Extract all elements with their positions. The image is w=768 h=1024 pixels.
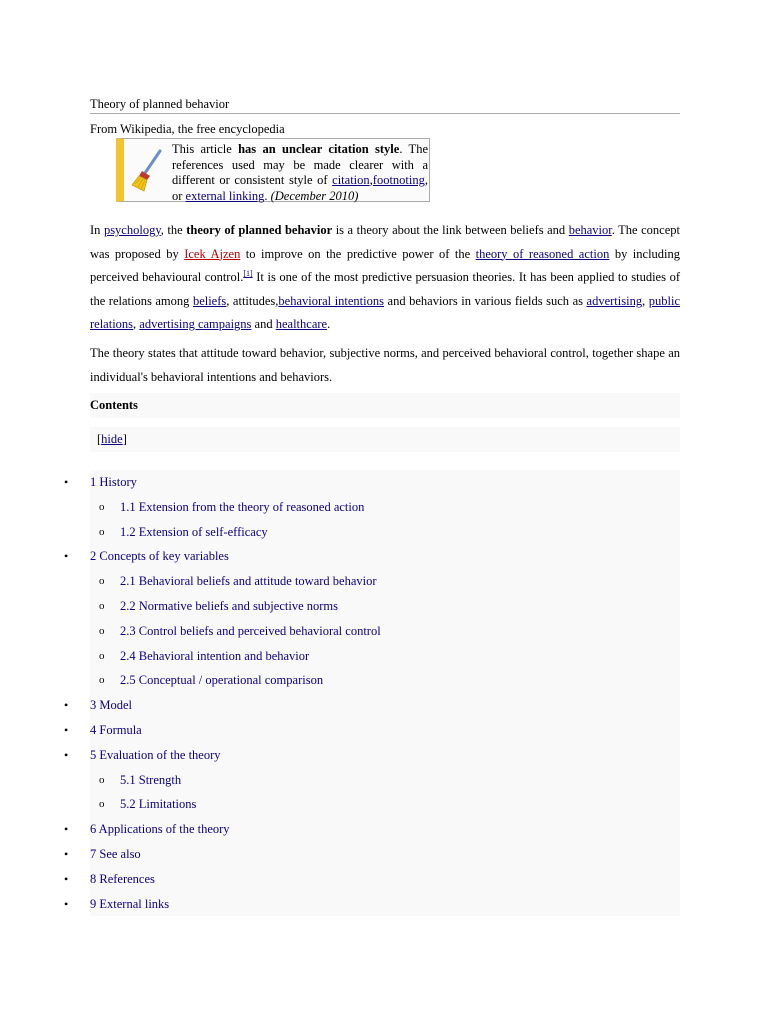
- toc-item: [0, 842, 768, 867]
- toc-item-link[interactable]: 5.1 Strength: [120, 772, 182, 787]
- toc-item-link[interactable]: 3 Model: [90, 698, 133, 713]
- toc-item: [0, 693, 768, 718]
- toc-item-link[interactable]: 5 Evaluation of the theory: [90, 747, 221, 762]
- toc-item-link[interactable]: 2.5 Conceptual / operational comparison: [120, 673, 324, 688]
- sub-bullet-icon: o: [99, 525, 105, 538]
- behavior-link[interactable]: behavior: [568, 223, 612, 237]
- toc-item: [0, 544, 768, 569]
- toc-item: [0, 495, 768, 520]
- advertising-link[interactable]: advertising: [586, 293, 643, 308]
- bullet-icon: •: [64, 722, 69, 737]
- toc-item: [0, 817, 768, 842]
- intro-text: and: [251, 317, 276, 331]
- page-subtitle: From Wikipedia, the free encyclopedia: [90, 122, 285, 136]
- public-relations-link[interactable]: public relations: [90, 293, 680, 331]
- toc-item: [0, 768, 768, 793]
- intro-text: ,: [133, 317, 140, 331]
- toc-item-link[interactable]: 1.2 Extension of self-efficacy: [120, 524, 268, 539]
- bullet-icon: •: [64, 822, 69, 837]
- intro-paragraph: [90, 219, 680, 337]
- toc-item-link[interactable]: 2.1 Behavioral beliefs and attitude toward behavior: [120, 574, 377, 589]
- intro-term: theory of planned behavior: [186, 223, 333, 237]
- toc-item: [0, 569, 768, 594]
- toc-item: [0, 644, 768, 669]
- sub-bullet-icon: o: [99, 575, 105, 588]
- notice-bold: has an unclear citation style: [238, 142, 400, 156]
- notice-text-1: This article: [172, 142, 239, 156]
- toc-item: [0, 668, 768, 693]
- toc-item-link[interactable]: 2.4 Behavioral intention and behavior: [120, 648, 310, 663]
- toc-item-link[interactable]: 1.1 Extension from the theory of reasoned action: [120, 499, 365, 514]
- sub-bullet-icon: o: [99, 649, 105, 662]
- citation-link[interactable]: citation: [332, 173, 370, 187]
- intro-text: and behaviors in various fields such as: [384, 293, 587, 308]
- toc-item: [0, 867, 768, 892]
- sub-bullet-icon: o: [99, 500, 105, 513]
- intro-text: It is one of the most predictive persuasion theories. It has been applied to studies of the relations among: [90, 270, 680, 308]
- toc-item: [0, 743, 768, 768]
- bullet-icon: •: [64, 747, 69, 762]
- intro-text: . The concept was proposed by: [90, 223, 680, 261]
- broom-icon: [130, 149, 166, 193]
- toc-item-link[interactable]: 2.3 Control beliefs and perceived behavioral control: [120, 623, 381, 638]
- toc-heading: [90, 393, 680, 418]
- bullet-icon: •: [64, 896, 69, 911]
- toc-item-link[interactable]: 6 Applications of the theory: [90, 822, 230, 837]
- toc-item: [0, 718, 768, 743]
- notice-text-4: .: [264, 188, 271, 203]
- toc-item: [0, 470, 768, 495]
- toc-item: [0, 594, 768, 619]
- toc-item: [0, 520, 768, 545]
- intro-text: In: [90, 223, 104, 237]
- bullet-icon: •: [64, 846, 69, 861]
- toc-item-background: [90, 470, 680, 495]
- intro-text: ,: [642, 293, 649, 308]
- healthcare-link[interactable]: healthcare: [275, 317, 328, 331]
- notice-text: [172, 142, 428, 204]
- toc-list: [0, 470, 768, 916]
- notice-text-2: . The references used may be made clearer with a different or consistent style of: [172, 142, 428, 187]
- toc-item-link[interactable]: 2.2 Normative beliefs and subjective norms: [120, 598, 338, 613]
- toc-bracket-close: ]: [122, 432, 127, 446]
- toc-hide-row: [90, 427, 680, 452]
- toc-item-link[interactable]: 8 References: [90, 871, 155, 886]
- intro-text: .: [327, 317, 331, 331]
- toc-item-background: [90, 693, 680, 718]
- toc-item-link[interactable]: 2 Concepts of key variables: [90, 549, 229, 564]
- sub-bullet-icon: o: [99, 599, 105, 612]
- toc-bracket-open: [: [97, 432, 102, 446]
- toc-item-link[interactable]: 4 Formula: [90, 722, 142, 737]
- toc-item-link[interactable]: 9 External links: [90, 896, 170, 911]
- toc-item-background: [90, 867, 680, 892]
- toc-item: [0, 619, 768, 644]
- notice-sep: ,: [369, 173, 373, 187]
- beliefs-link[interactable]: beliefs: [192, 293, 227, 308]
- notice-text-3: , or: [172, 173, 428, 203]
- bullet-icon: •: [64, 698, 69, 713]
- citation-1-link[interactable]: [1]: [243, 268, 253, 278]
- icek-ajzen-link[interactable]: Icek Ajzen: [184, 246, 241, 261]
- intro-text: , the: [160, 223, 187, 237]
- bullet-icon: •: [64, 871, 69, 886]
- theory-paragraph: The theory states that attitude toward behavior, subjective norms, and perceived behavioral control, together shape an individual's behavioral intentions and behaviors.: [90, 346, 680, 384]
- notice-date: (December 2010): [270, 188, 359, 203]
- toc-item-background: [90, 718, 680, 743]
- sub-bullet-icon: o: [99, 674, 105, 687]
- sub-bullet-icon: o: [99, 798, 105, 811]
- toc-item-background: [90, 892, 680, 917]
- toc-item-background: [90, 842, 680, 867]
- intro-text: is a theory about the link between beliefs and: [332, 223, 569, 237]
- theory-of-reasoned-action-link[interactable]: theory of reasoned action: [475, 246, 610, 261]
- advertising-campaigns-link[interactable]: advertising campaigns: [139, 317, 252, 331]
- toc-item: [0, 792, 768, 817]
- toc-hide-toggle[interactable]: hide: [101, 432, 123, 446]
- intro-text: to improve on the predictive power of the: [240, 246, 476, 261]
- toc-item-link[interactable]: 1 History: [90, 475, 137, 489]
- citation-style-notice: [116, 138, 430, 202]
- toc-heading-label: Contents: [90, 398, 138, 412]
- page-title: Theory of planned behavior: [90, 97, 680, 114]
- bullet-icon: •: [64, 549, 69, 564]
- sub-bullet-icon: o: [99, 624, 105, 637]
- psychology-link[interactable]: psychology: [103, 223, 161, 237]
- footnoting-link[interactable]: footnoting: [372, 173, 425, 187]
- toc-item: [0, 892, 768, 917]
- sub-bullet-icon: o: [99, 773, 105, 786]
- intro-text: , attitudes,: [226, 293, 279, 308]
- intro-text: by including perceived behavioural control.: [90, 246, 681, 284]
- bullet-icon: •: [64, 475, 69, 489]
- toc-item-link[interactable]: 5.2 Limitations: [120, 797, 197, 812]
- toc-item-link[interactable]: 7 See also: [90, 846, 141, 861]
- behavioral-intentions-link[interactable]: behavioral intentions: [278, 293, 384, 308]
- external-linking-link[interactable]: external linking: [185, 188, 265, 203]
